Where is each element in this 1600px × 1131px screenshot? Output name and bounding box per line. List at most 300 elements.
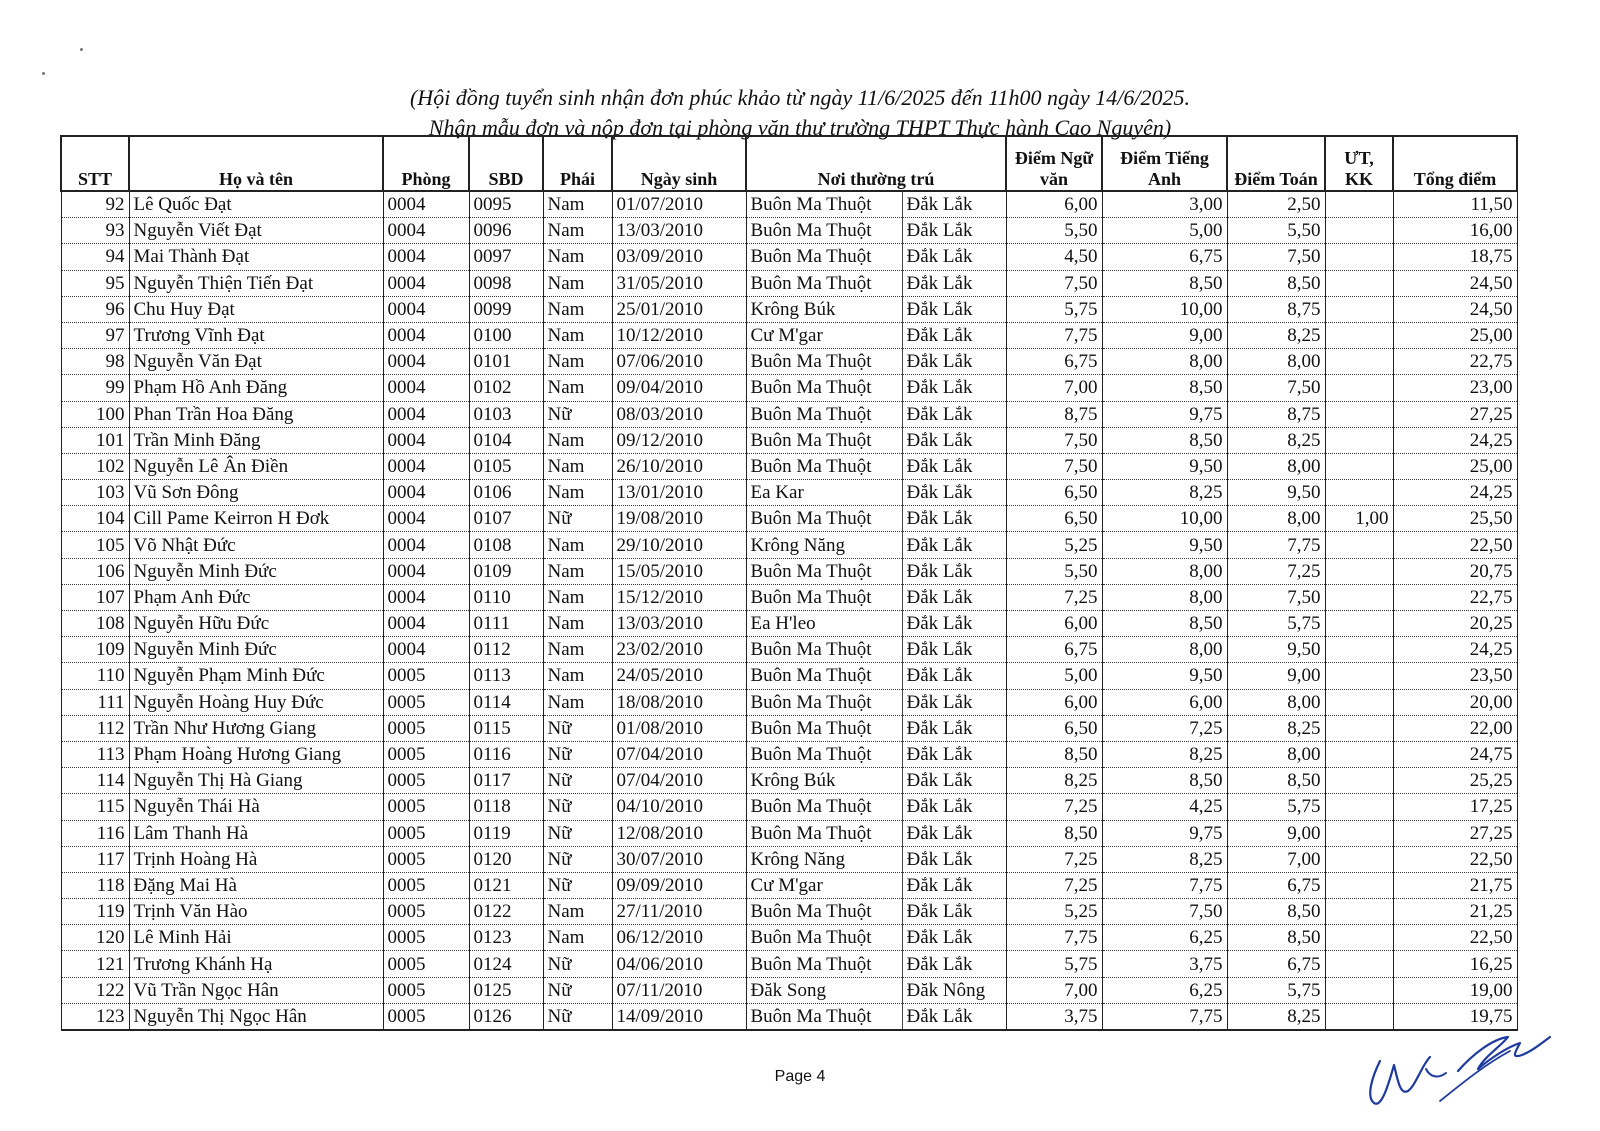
cell-total: 24,25 xyxy=(1393,480,1517,506)
cell-gender: Nữ xyxy=(543,794,612,820)
cell-sbd: 0096 xyxy=(469,218,543,244)
cell-literature: 6,50 xyxy=(1006,506,1102,532)
cell-math: 8,25 xyxy=(1227,427,1325,453)
cell-dob: 01/07/2010 xyxy=(612,191,746,218)
cell-sbd: 0107 xyxy=(469,506,543,532)
cell-english: 3,75 xyxy=(1102,951,1227,977)
cell-name: Vũ Trần Ngọc Hân xyxy=(129,977,383,1003)
cell-dob: 07/11/2010 xyxy=(612,977,746,1003)
cell-dob: 26/10/2010 xyxy=(612,453,746,479)
cell-bonus xyxy=(1325,794,1393,820)
cell-english: 6,00 xyxy=(1102,689,1227,715)
cell-province: Đắk Lắk xyxy=(902,637,1006,663)
cell-name: Đặng Mai Hà xyxy=(129,872,383,898)
cell-literature: 6,00 xyxy=(1006,689,1102,715)
cell-english: 9,50 xyxy=(1102,453,1227,479)
cell-name: Nguyễn Hoàng Huy Đức xyxy=(129,689,383,715)
cell-english: 8,50 xyxy=(1102,270,1227,296)
cell-literature: 8,75 xyxy=(1006,401,1102,427)
cell-math: 7,50 xyxy=(1227,244,1325,270)
cell-district: Ea Kar xyxy=(746,480,902,506)
cell-math: 8,25 xyxy=(1227,322,1325,348)
cell-english: 8,25 xyxy=(1102,846,1227,872)
col-header-stt: STT xyxy=(61,136,129,191)
cell-literature: 6,75 xyxy=(1006,349,1102,375)
cell-room: 0005 xyxy=(383,1003,469,1030)
cell-province: Đắk Lắk xyxy=(902,218,1006,244)
cell-dob: 15/12/2010 xyxy=(612,584,746,610)
table-row xyxy=(61,401,1517,427)
cell-dob: 29/10/2010 xyxy=(612,532,746,558)
cell-dob: 07/04/2010 xyxy=(612,741,746,767)
cell-dob: 14/09/2010 xyxy=(612,1003,746,1030)
cell-total: 24,50 xyxy=(1393,296,1517,322)
cell-total: 22,00 xyxy=(1393,715,1517,741)
cell-math: 7,25 xyxy=(1227,558,1325,584)
cell-name: Nguyễn Lê Ân Điền xyxy=(129,453,383,479)
cell-sbd: 0114 xyxy=(469,689,543,715)
cell-district: Krông Năng xyxy=(746,846,902,872)
cell-total: 22,50 xyxy=(1393,846,1517,872)
cell-name: Nguyễn Văn Đạt xyxy=(129,349,383,375)
cell-english: 9,75 xyxy=(1102,401,1227,427)
cell-dob: 13/03/2010 xyxy=(612,218,746,244)
cell-sbd: 0103 xyxy=(469,401,543,427)
cell-bonus xyxy=(1325,453,1393,479)
cell-literature: 3,75 xyxy=(1006,1003,1102,1030)
cell-sbd: 0109 xyxy=(469,558,543,584)
cell-district: Buôn Ma Thuột xyxy=(746,584,902,610)
cell-province: Đắk Lắk xyxy=(902,322,1006,348)
cell-stt: 107 xyxy=(61,584,129,610)
table-row xyxy=(61,925,1517,951)
cell-district: Buôn Ma Thuột xyxy=(746,244,902,270)
cell-district: Buôn Ma Thuột xyxy=(746,925,902,951)
cell-math: 8,50 xyxy=(1227,270,1325,296)
cell-gender: Nam xyxy=(543,611,612,637)
cell-dob: 08/03/2010 xyxy=(612,401,746,427)
cell-dob: 31/05/2010 xyxy=(612,270,746,296)
cell-literature: 6,00 xyxy=(1006,611,1102,637)
cell-literature: 6,00 xyxy=(1006,191,1102,218)
cell-province: Đắk Lắk xyxy=(902,296,1006,322)
cell-name: Mai Thành Đạt xyxy=(129,244,383,270)
cell-district: Buôn Ma Thuột xyxy=(746,715,902,741)
cell-total: 22,75 xyxy=(1393,584,1517,610)
cell-dob: 24/05/2010 xyxy=(612,663,746,689)
cell-math: 8,00 xyxy=(1227,506,1325,532)
cell-bonus xyxy=(1325,820,1393,846)
cell-stt: 123 xyxy=(61,1003,129,1030)
col-header-gender: Phái xyxy=(543,136,612,191)
cell-gender: Nam xyxy=(543,244,612,270)
cell-stt: 97 xyxy=(61,322,129,348)
cell-district: Buôn Ma Thuột xyxy=(746,1003,902,1030)
cell-gender: Nam xyxy=(543,637,612,663)
cell-literature: 6,75 xyxy=(1006,637,1102,663)
cell-english: 8,50 xyxy=(1102,375,1227,401)
cell-literature: 5,00 xyxy=(1006,663,1102,689)
cell-district: Buôn Ma Thuột xyxy=(746,899,902,925)
cell-room: 0004 xyxy=(383,375,469,401)
cell-sbd: 0115 xyxy=(469,715,543,741)
table-row xyxy=(61,768,1517,794)
col-header-name: Họ và tên xyxy=(129,136,383,191)
cell-literature: 5,75 xyxy=(1006,296,1102,322)
cell-total: 27,25 xyxy=(1393,401,1517,427)
cell-province: Đắk Lắk xyxy=(902,401,1006,427)
cell-math: 5,50 xyxy=(1227,218,1325,244)
cell-english: 5,00 xyxy=(1102,218,1227,244)
cell-room: 0004 xyxy=(383,349,469,375)
cell-province: Đắk Lắk xyxy=(902,453,1006,479)
table-row xyxy=(61,951,1517,977)
cell-total: 20,75 xyxy=(1393,558,1517,584)
cell-total: 22,75 xyxy=(1393,349,1517,375)
cell-total: 19,75 xyxy=(1393,1003,1517,1030)
cell-stt: 118 xyxy=(61,872,129,898)
cell-dob: 19/08/2010 xyxy=(612,506,746,532)
cell-bonus xyxy=(1325,977,1393,1003)
cell-name: Phạm Hoàng Hương Giang xyxy=(129,741,383,767)
cell-total: 22,50 xyxy=(1393,925,1517,951)
cell-stt: 109 xyxy=(61,637,129,663)
table-row xyxy=(61,244,1517,270)
cell-province: Đắk Lắk xyxy=(902,532,1006,558)
cell-english: 8,25 xyxy=(1102,480,1227,506)
scan-speck xyxy=(42,72,45,75)
cell-dob: 09/04/2010 xyxy=(612,375,746,401)
cell-sbd: 0116 xyxy=(469,741,543,767)
cell-room: 0005 xyxy=(383,872,469,898)
table-row xyxy=(61,532,1517,558)
cell-bonus xyxy=(1325,768,1393,794)
table-row xyxy=(61,558,1517,584)
cell-dob: 10/12/2010 xyxy=(612,322,746,348)
cell-name: Nguyễn Phạm Minh Đức xyxy=(129,663,383,689)
cell-gender: Nam xyxy=(543,584,612,610)
cell-total: 16,00 xyxy=(1393,218,1517,244)
cell-english: 6,75 xyxy=(1102,244,1227,270)
cell-name: Phạm Hồ Anh Đăng xyxy=(129,375,383,401)
col-header-total: Tổng điểm xyxy=(1393,136,1517,191)
cell-total: 25,00 xyxy=(1393,322,1517,348)
cell-district: Buôn Ma Thuột xyxy=(746,427,902,453)
cell-name: Trịnh Hoàng Hà xyxy=(129,846,383,872)
cell-stt: 94 xyxy=(61,244,129,270)
cell-stt: 116 xyxy=(61,820,129,846)
cell-sbd: 0095 xyxy=(469,191,543,218)
cell-stt: 96 xyxy=(61,296,129,322)
cell-sbd: 0106 xyxy=(469,480,543,506)
cell-dob: 15/05/2010 xyxy=(612,558,746,584)
cell-room: 0005 xyxy=(383,768,469,794)
cell-dob: 25/01/2010 xyxy=(612,296,746,322)
cell-math: 9,00 xyxy=(1227,820,1325,846)
cell-total: 25,50 xyxy=(1393,506,1517,532)
table-row xyxy=(61,322,1517,348)
cell-math: 8,75 xyxy=(1227,401,1325,427)
cell-literature: 5,50 xyxy=(1006,558,1102,584)
cell-district: Buôn Ma Thuột xyxy=(746,689,902,715)
cell-district: Cư M'gar xyxy=(746,322,902,348)
cell-bonus xyxy=(1325,689,1393,715)
cell-name: Nguyễn Minh Đức xyxy=(129,558,383,584)
cell-room: 0005 xyxy=(383,663,469,689)
cell-english: 7,50 xyxy=(1102,899,1227,925)
cell-gender: Nam xyxy=(543,349,612,375)
cell-stt: 111 xyxy=(61,689,129,715)
cell-room: 0004 xyxy=(383,453,469,479)
cell-literature: 5,50 xyxy=(1006,218,1102,244)
cell-gender: Nữ xyxy=(543,820,612,846)
cell-sbd: 0125 xyxy=(469,977,543,1003)
cell-province: Đắk Lắk xyxy=(902,611,1006,637)
cell-room: 0005 xyxy=(383,951,469,977)
cell-room: 0004 xyxy=(383,191,469,218)
cell-english: 8,00 xyxy=(1102,349,1227,375)
cell-bonus xyxy=(1325,925,1393,951)
cell-english: 10,00 xyxy=(1102,296,1227,322)
cell-gender: Nữ xyxy=(543,872,612,898)
cell-bonus xyxy=(1325,218,1393,244)
cell-math: 8,00 xyxy=(1227,689,1325,715)
cell-name: Nguyễn Hữu Đức xyxy=(129,611,383,637)
cell-english: 7,75 xyxy=(1102,1003,1227,1030)
cell-sbd: 0110 xyxy=(469,584,543,610)
cell-literature: 7,00 xyxy=(1006,977,1102,1003)
table-row xyxy=(61,453,1517,479)
cell-gender: Nam xyxy=(543,899,612,925)
cell-name: Võ Nhật Đức xyxy=(129,532,383,558)
cell-literature: 6,50 xyxy=(1006,480,1102,506)
cell-total: 25,00 xyxy=(1393,453,1517,479)
cell-english: 7,25 xyxy=(1102,715,1227,741)
notice-line-2: Nhận mẫu đơn và nộp đơn tại phòng văn thư trường THPT Thực hành Cao Nguyên) xyxy=(428,115,1172,140)
cell-dob: 07/04/2010 xyxy=(612,768,746,794)
cell-dob: 09/12/2010 xyxy=(612,427,746,453)
cell-gender: Nam xyxy=(543,322,612,348)
table-row xyxy=(61,637,1517,663)
table-row xyxy=(61,611,1517,637)
cell-room: 0004 xyxy=(383,611,469,637)
cell-bonus xyxy=(1325,532,1393,558)
cell-bonus xyxy=(1325,663,1393,689)
cell-sbd: 0113 xyxy=(469,663,543,689)
cell-room: 0005 xyxy=(383,925,469,951)
cell-name: Trịnh Văn Hào xyxy=(129,899,383,925)
cell-district: Buôn Ma Thuột xyxy=(746,820,902,846)
cell-room: 0005 xyxy=(383,820,469,846)
cell-math: 9,50 xyxy=(1227,480,1325,506)
cell-literature: 7,25 xyxy=(1006,794,1102,820)
cell-district: Buôn Ma Thuột xyxy=(746,506,902,532)
cell-math: 8,50 xyxy=(1227,899,1325,925)
cell-dob: 27/11/2010 xyxy=(612,899,746,925)
cell-gender: Nữ xyxy=(543,715,612,741)
table-row xyxy=(61,820,1517,846)
cell-room: 0004 xyxy=(383,480,469,506)
cell-math: 7,50 xyxy=(1227,375,1325,401)
cell-name: Chu Huy Đạt xyxy=(129,296,383,322)
table-row xyxy=(61,218,1517,244)
cell-province: Đắk Lắk xyxy=(902,951,1006,977)
cell-gender: Nam xyxy=(543,663,612,689)
cell-literature: 5,75 xyxy=(1006,951,1102,977)
cell-dob: 04/10/2010 xyxy=(612,794,746,820)
cell-english: 9,50 xyxy=(1102,532,1227,558)
cell-gender: Nam xyxy=(543,689,612,715)
cell-province: Đăk Nông xyxy=(902,977,1006,1003)
cell-bonus xyxy=(1325,637,1393,663)
col-header-sbd: SBD xyxy=(469,136,543,191)
cell-stt: 106 xyxy=(61,558,129,584)
cell-bonus xyxy=(1325,244,1393,270)
cell-total: 19,00 xyxy=(1393,977,1517,1003)
cell-province: Đắk Lắk xyxy=(902,375,1006,401)
col-header-dob: Ngày sinh xyxy=(612,136,746,191)
cell-gender: Nam xyxy=(543,427,612,453)
cell-sbd: 0120 xyxy=(469,846,543,872)
cell-english: 10,00 xyxy=(1102,506,1227,532)
cell-dob: 04/06/2010 xyxy=(612,951,746,977)
table-row xyxy=(61,480,1517,506)
cell-math: 6,75 xyxy=(1227,951,1325,977)
cell-dob: 18/08/2010 xyxy=(612,689,746,715)
cell-gender: Nữ xyxy=(543,741,612,767)
cell-name: Trần Minh Đăng xyxy=(129,427,383,453)
col-header-room: Phòng xyxy=(383,136,469,191)
cell-literature: 7,50 xyxy=(1006,270,1102,296)
cell-province: Đắk Lắk xyxy=(902,244,1006,270)
cell-room: 0004 xyxy=(383,506,469,532)
cell-bonus xyxy=(1325,296,1393,322)
cell-math: 5,75 xyxy=(1227,794,1325,820)
cell-stt: 105 xyxy=(61,532,129,558)
cell-sbd: 0098 xyxy=(469,270,543,296)
cell-bonus xyxy=(1325,715,1393,741)
cell-gender: Nam xyxy=(543,925,612,951)
cell-literature: 7,75 xyxy=(1006,322,1102,348)
cell-stt: 110 xyxy=(61,663,129,689)
cell-name: Trương Khánh Hạ xyxy=(129,951,383,977)
cell-stt: 99 xyxy=(61,375,129,401)
cell-sbd: 0105 xyxy=(469,453,543,479)
cell-room: 0004 xyxy=(383,270,469,296)
cell-room: 0004 xyxy=(383,244,469,270)
cell-sbd: 0097 xyxy=(469,244,543,270)
cell-district: Buôn Ma Thuột xyxy=(746,663,902,689)
cell-province: Đắk Lắk xyxy=(902,899,1006,925)
cell-gender: Nam xyxy=(543,375,612,401)
cell-bonus xyxy=(1325,558,1393,584)
cell-literature: 7,25 xyxy=(1006,846,1102,872)
cell-room: 0004 xyxy=(383,532,469,558)
cell-province: Đắk Lắk xyxy=(902,768,1006,794)
cell-literature: 7,50 xyxy=(1006,427,1102,453)
cell-bonus xyxy=(1325,375,1393,401)
cell-sbd: 0100 xyxy=(469,322,543,348)
cell-district: Buôn Ma Thuột xyxy=(746,401,902,427)
cell-literature: 7,50 xyxy=(1006,453,1102,479)
cell-total: 20,00 xyxy=(1393,689,1517,715)
table-row xyxy=(61,584,1517,610)
cell-room: 0004 xyxy=(383,401,469,427)
table-row xyxy=(61,741,1517,767)
cell-sbd: 0104 xyxy=(469,427,543,453)
cell-math: 8,50 xyxy=(1227,925,1325,951)
cell-province: Đắk Lắk xyxy=(902,846,1006,872)
table-row xyxy=(61,846,1517,872)
cell-district: Buôn Ma Thuột xyxy=(746,191,902,218)
cell-gender: Nam xyxy=(543,480,612,506)
results-table xyxy=(60,135,1518,1031)
cell-english: 7,75 xyxy=(1102,872,1227,898)
cell-total: 24,75 xyxy=(1393,741,1517,767)
cell-stt: 101 xyxy=(61,427,129,453)
cell-math: 7,00 xyxy=(1227,846,1325,872)
handwritten-signature xyxy=(1360,1025,1560,1115)
cell-sbd: 0122 xyxy=(469,899,543,925)
cell-stt: 121 xyxy=(61,951,129,977)
cell-province: Đắk Lắk xyxy=(902,663,1006,689)
cell-bonus: 1,00 xyxy=(1325,506,1393,532)
cell-dob: 12/08/2010 xyxy=(612,820,746,846)
cell-stt: 113 xyxy=(61,741,129,767)
cell-total: 24,25 xyxy=(1393,637,1517,663)
cell-stt: 98 xyxy=(61,349,129,375)
table-row xyxy=(61,427,1517,453)
table-row xyxy=(61,270,1517,296)
cell-math: 8,25 xyxy=(1227,1003,1325,1030)
cell-stt: 112 xyxy=(61,715,129,741)
cell-stt: 120 xyxy=(61,925,129,951)
cell-dob: 23/02/2010 xyxy=(612,637,746,663)
cell-dob: 30/07/2010 xyxy=(612,846,746,872)
table-row xyxy=(61,663,1517,689)
cell-bonus xyxy=(1325,846,1393,872)
cell-province: Đắk Lắk xyxy=(902,925,1006,951)
cell-province: Đắk Lắk xyxy=(902,820,1006,846)
cell-dob: 06/12/2010 xyxy=(612,925,746,951)
col-header-residence: Nơi thường trú xyxy=(746,136,1006,191)
cell-stt: 115 xyxy=(61,794,129,820)
cell-math: 8,50 xyxy=(1227,768,1325,794)
cell-room: 0004 xyxy=(383,637,469,663)
cell-math: 8,00 xyxy=(1227,741,1325,767)
cell-province: Đắk Lắk xyxy=(902,689,1006,715)
cell-province: Đắk Lắk xyxy=(902,270,1006,296)
cell-district: Buôn Ma Thuột xyxy=(746,558,902,584)
cell-district: Cư M'gar xyxy=(746,872,902,898)
cell-sbd: 0112 xyxy=(469,637,543,663)
cell-math: 8,75 xyxy=(1227,296,1325,322)
cell-literature: 6,50 xyxy=(1006,715,1102,741)
cell-total: 25,25 xyxy=(1393,768,1517,794)
table-row xyxy=(61,506,1517,532)
cell-bonus xyxy=(1325,611,1393,637)
cell-room: 0005 xyxy=(383,689,469,715)
cell-stt: 95 xyxy=(61,270,129,296)
cell-room: 0005 xyxy=(383,977,469,1003)
cell-stt: 92 xyxy=(61,191,129,218)
cell-gender: Nam xyxy=(543,218,612,244)
table-row xyxy=(61,296,1517,322)
cell-province: Đắk Lắk xyxy=(902,715,1006,741)
cell-english: 6,25 xyxy=(1102,977,1227,1003)
cell-bonus xyxy=(1325,349,1393,375)
cell-dob: 13/01/2010 xyxy=(612,480,746,506)
